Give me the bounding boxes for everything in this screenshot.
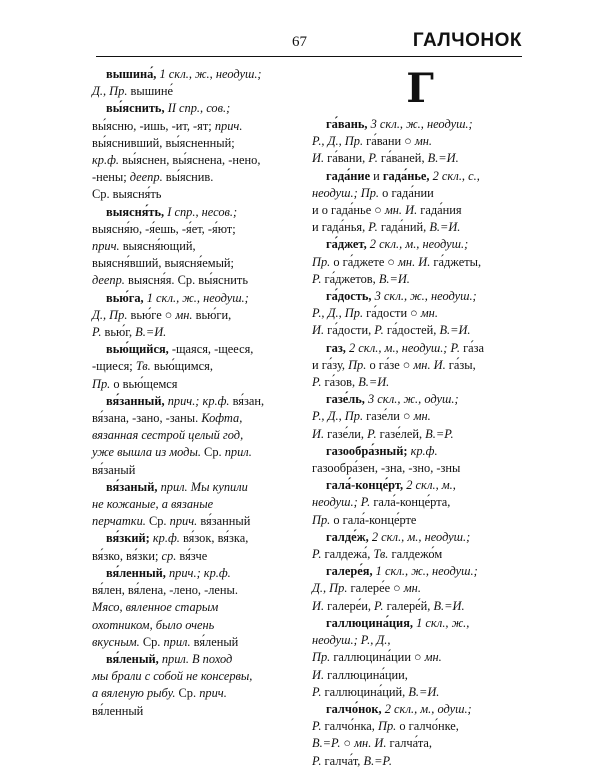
entry-line [92,496,304,513]
entry-line [312,357,528,374]
word-form: галдежа́, [321,547,371,562]
entry-line [92,66,304,83]
entry-line [312,116,528,133]
grammar-note: перчатки. [92,514,146,529]
entry-line [312,374,528,391]
grammar-note: Р. [312,719,322,734]
word-form: вя́зок, вя́зка, [179,531,249,546]
word-form: о га́джете ○ [330,254,395,269]
grammar-note: И. [312,426,325,441]
word-form: вы́ясню, -ишь, -ит, -ят; [92,118,212,133]
grammar-note: Пр. [312,254,331,269]
word-form: вью́г, [101,325,133,340]
grammar-note: мн. И. [351,736,387,751]
grammar-note: прил. [160,634,191,649]
entry-line [312,460,528,477]
grammar-note: Д., Пр. [312,581,348,596]
headword: вя́занный, [106,393,165,408]
grammar-note: Р., Д., Пр. [312,409,364,424]
grammar-note: Р. [371,323,384,338]
word-form: галча́та, [386,736,432,751]
grammar-note: Р. [370,598,384,613]
word-form: га́зов, [321,375,356,390]
grammar-note: Р. [92,325,102,340]
grammar-note: 1 скл., ж., неодуш.; [372,564,478,579]
entry-line [92,651,304,668]
grammar-note: Пр. [92,376,111,391]
entry-line [92,290,304,307]
grammar-note: В.=И. [355,375,390,390]
headword: вы́яснить, [106,101,165,116]
word-form: вя́зана, -зано, -заны. [92,411,199,426]
grammar-note: прич. [211,118,243,133]
entry-line [312,236,528,253]
grammar-note: Пр. [312,650,331,665]
word-form: га́дости ○ [363,306,418,321]
headword: газообра́зный; [326,443,408,458]
entry-line [92,255,304,272]
entry-line [312,340,528,357]
grammar-note: деепр. [92,273,125,288]
word-form: и га́зу, [312,357,345,372]
grammar-note: Р. [365,151,378,166]
word-form: Ср. [145,514,167,529]
entry-line [92,634,304,651]
grammar-note: Тв. [132,359,151,374]
grammar-note: прич. [166,514,198,529]
word-form: галере́е ○ [347,581,401,596]
grammar-note: Кофта, [198,411,243,426]
word-form: и [370,168,383,183]
word-form: галча́т, [321,753,361,768]
grammar-note: 3 скл., ж., неодуш.; [367,117,473,131]
entry-line [92,100,304,117]
word-form: вя́лен, вя́лена, -лено, -лены. [92,583,238,598]
grammar-note: неодуш.; Р., Д., [312,633,391,648]
word-form: -щиеся; [92,359,133,374]
entry-line [92,393,304,410]
grammar-note: уже вышла из моды. [92,445,201,460]
word-form: газе́ли, [324,426,365,441]
page-header [96,28,522,54]
grammar-note: ср. [158,548,177,563]
page-number: 67 [292,34,307,50]
entry-line [312,168,528,185]
headword: гада́ние [326,168,371,183]
grammar-note: В.=Р. [360,753,392,768]
grammar-note: мн. И. [381,203,418,218]
entry-line [92,186,304,203]
grammar-note: прил. [158,651,189,666]
word-form: Ср. [175,686,197,701]
entry-line [92,358,304,375]
grammar-note: Тв. [370,547,389,562]
word-form: вы́яснен, вы́яснена, -нено, [118,153,261,168]
grammar-note: В поход [188,651,233,666]
word-form: га́дости, [324,323,372,338]
headword: галере́я, [326,564,373,579]
headword: га́джет, [326,237,367,252]
word-form: га́зы, [445,357,476,372]
word-form: вью́ги, [192,307,232,322]
grammar-note: мн. И. [394,254,431,269]
word-form: га́ваней, [377,151,425,166]
entry-line [312,305,528,322]
word-form: галчо́нка, [321,719,375,734]
word-form: галлюцина́ции ○ [330,650,422,665]
right-column [312,66,528,770]
entry-line [92,272,304,289]
grammar-note: не кожаные, а вязаные [92,497,214,512]
word-form: вя́занный [197,514,251,529]
grammar-note: вкусным. [92,634,140,649]
word-form: вью́щимся, [150,359,213,374]
grammar-note: И. [312,151,325,166]
grammar-note: 1 скл., ж., неодуш.; [143,290,249,305]
word-form: Ср. [139,634,161,649]
grammar-note: И. [312,323,325,338]
entry-line [312,477,528,494]
headword: вью́га, [106,290,144,305]
grammar-note: мн. [411,134,433,149]
grammar-note: И. [312,667,325,682]
headword: гала́-конце́рт, [326,478,404,493]
grammar-note: В.=И. [430,598,465,613]
entry-line [312,133,528,150]
running-head: ГАЛЧОНОК [412,30,522,51]
grammar-note: прич. [92,239,120,254]
grammar-note: а вяленую рыбу. [92,686,176,701]
left-column [92,66,304,720]
grammar-note: неодуш.; Р. [312,495,371,510]
word-form: вышине́ [127,84,173,99]
word-form: га́достей, [383,323,437,338]
grammar-note: 1 скл., ж., [413,615,470,630]
entry-line [312,529,528,546]
entry-line [92,307,304,324]
grammar-note: прил. [221,445,252,460]
grammar-note: Д., Пр. [92,307,128,322]
entry-line [312,443,528,460]
grammar-note: В.=Р. [422,426,454,441]
entry-line [92,410,304,427]
grammar-note: мн. И. [410,357,446,372]
grammar-note: кр.ф. [92,153,119,168]
word-form: гада́ния [417,203,462,218]
entry-line [312,202,528,219]
headword: галде́ж, [326,529,369,544]
entry-line [92,83,304,100]
entry-line [312,185,528,202]
grammar-note: неодуш.; Пр. [312,185,380,200]
grammar-note: Р. [312,547,322,562]
headword: вью́щийся, [106,342,169,357]
word-form: выясня́вший, выясня́емый; [92,256,234,271]
headword: вя́леный, [106,651,159,666]
entry-line [92,152,304,169]
entry-line [92,668,304,685]
entry-line [92,427,304,444]
entry-line [312,649,528,666]
entry-line [312,271,528,288]
word-form: о вью́щемся [110,376,178,391]
word-form: галлюцина́ции, [324,667,408,682]
word-form: выясня́я. Ср. вы́яснить [124,273,248,288]
grammar-note: В.=И. [405,684,440,699]
entry-line [92,565,304,582]
entry-line [92,582,304,599]
word-form: вя́заный [92,462,136,477]
entry-line [92,444,304,461]
word-form: о гала́-конце́рте [330,512,417,527]
entry-line [92,703,304,720]
entry-line [312,322,528,339]
entry-line [92,238,304,255]
word-form: гада́ний, [377,220,427,235]
grammar-note: Мы купили [187,479,248,494]
entry-line [312,753,528,770]
grammar-note: прич. [196,686,227,701]
entry-line [312,288,528,305]
headword: галчо́нок, [326,701,382,716]
entry-line [92,513,304,530]
entry-line [92,204,304,221]
headword: га́дость, [326,289,372,304]
entry-line [92,617,304,634]
word-form: вя́леный [190,634,239,649]
word-form: и о гада́нье ○ [312,203,382,218]
grammar-note: мн. [421,650,442,665]
grammar-note: I спр., несов.; [164,204,238,219]
entry-line [92,479,304,496]
word-form: Ср. [200,445,222,460]
grammar-note: Р. [312,753,322,768]
grammar-note: Р. [312,271,322,286]
entry-line [312,580,528,597]
grammar-note: кр.ф. [407,443,438,458]
grammar-note: Р. [365,220,378,235]
grammar-note: деепр. [126,170,163,185]
word-form: газе́ли ○ [363,409,411,424]
entry-line [312,546,528,563]
entry-line [312,632,528,649]
grammar-note: В.=И. [426,220,461,235]
grammar-note: 2 скл., м., неодуш.; [368,529,471,544]
grammar-note: прил. [157,479,188,494]
grammar-note: В.=Р. [312,736,341,751]
grammar-note: прич.; кр.ф. [164,393,230,408]
word-form: и гада́нья, [312,220,366,235]
word-form: о га́зе ○ [366,357,411,372]
entry-line [312,408,528,425]
word-form: га́вани ○ [363,134,412,149]
word-form: о гада́нии [379,185,434,200]
word-form: гала́-конце́рта, [370,495,451,510]
grammar-note: И. [312,598,325,613]
entry-line [92,685,304,702]
entry-line [312,667,528,684]
grammar-note: Пр. [312,512,331,527]
grammar-note: вязанная сестрой целый год, [92,428,244,443]
word-form: вя́зан, [229,393,265,408]
grammar-note: 2 скл., м., [403,478,456,493]
headword: газе́ль, [326,392,365,407]
word-form: газообра́зен, -зна, -зно, -зны [312,461,461,476]
entry-line [312,718,528,735]
word-form: вя́зко, вя́зки; [92,548,159,563]
grammar-note: Д., Пр. [92,84,128,99]
entry-line [92,530,304,547]
entry-line [312,598,528,615]
grammar-note: Пр. [345,357,367,372]
entry-line [92,169,304,186]
word-form: вы́яснив. [162,170,214,185]
word-form: галере́й, [383,598,431,613]
word-form: -нены; [92,170,127,185]
grammar-note: мн. [417,306,438,321]
grammar-note: Р. [364,426,377,441]
word-form: газе́лей, [376,426,423,441]
grammar-note: кр.ф. [149,531,180,546]
word-form: выясня́ющий, [119,239,196,254]
word-form: га́джетов, [321,271,376,286]
grammar-note: Р. [312,684,322,699]
headword: вя́ленный, [106,565,166,580]
word-form: галлюцина́ций, [321,684,406,699]
grammar-note: В.=И. [375,271,410,286]
word-form: галере́и, [324,598,371,613]
grammar-note: мн. [172,307,193,322]
entry-line [92,135,304,152]
headword: вышина́, [106,67,157,81]
entry-line [92,599,304,616]
headword: вя́зкий; [106,531,150,546]
entry-line [312,219,528,236]
grammar-note: В.=И. [436,323,471,338]
grammar-note: В.=И. [132,325,167,340]
entry-line [92,548,304,565]
entry-line [92,341,304,358]
word-form: га́джеты, [430,254,482,269]
grammar-note: Р. [312,375,322,390]
grammar-note: прич.; кр.ф. [165,565,231,580]
grammar-note: охотником, было очень [92,617,215,632]
grammar-note: 2 скл., м., неодуш.; Р. [345,340,460,355]
headword: гада́нье, [382,168,430,183]
word-form: вя́зче [176,548,208,563]
entry-line [312,701,528,718]
grammar-note: Р., Д., Пр. [312,134,364,149]
word-form: Ср. выясня́ть [92,187,162,202]
grammar-note: 3 скл., ж., неодуш.; [371,289,477,304]
word-form: га́вани, [324,151,366,166]
headword: вя́заный, [106,479,158,494]
entry-line [312,391,528,408]
headword: га́вань, [326,117,368,131]
word-form: галдежо́м [388,547,443,562]
entry-line [312,150,528,167]
grammar-note: мн. [410,409,431,424]
word-form: о галчо́нке, [396,719,459,734]
word-form: выясня́ю, -я́ешь, -я́ет, -я́ют; [92,221,236,236]
right-column-entries [312,116,528,770]
entry-line [312,684,528,701]
entry-line [92,221,304,238]
grammar-note: Мясо, вяленное старым [92,600,219,615]
grammar-note: 1 скл., ж., неодуш.; [156,67,262,81]
grammar-note: 3 скл., ж., одуш.; [364,392,459,407]
grammar-note: В.=И. [424,151,459,166]
entry-line [312,426,528,443]
entry-line [312,512,528,529]
entry-line [312,563,528,580]
header-rule [96,56,522,57]
headword: галлюцина́ция, [326,615,413,630]
headword: выясня́ть, [106,204,165,219]
grammar-note: мы брали с собой не консервы, [92,669,253,684]
word-form: вы́яснивший, вы́ясненный; [92,135,235,150]
entry-line [312,254,528,271]
entry-line [312,615,528,632]
entry-line [92,376,304,393]
entry-line [312,494,528,511]
grammar-note: Пр. [374,719,397,734]
grammar-note: 2 скл., с., [429,168,480,183]
section-letter: Г [406,65,434,112]
grammar-note: 2 скл., м., одуш.; [381,701,472,716]
word-form: -щаяся, -щееся, [168,342,254,357]
grammar-note: II спр., сов.; [164,101,231,116]
word-form: вя́ленный [92,703,144,718]
grammar-note: Р., Д., Пр. [312,306,364,321]
word-form: ○ [340,736,352,751]
entry-line [92,462,304,479]
grammar-note: 2 скл., м., неодуш.; [366,237,469,252]
headword: газ, [326,340,346,355]
grammar-note: мн. [400,581,421,596]
entry-line [92,118,304,135]
word-form: га́за [459,340,485,355]
entry-line [92,324,304,341]
word-form: вью́ге ○ [127,307,173,322]
